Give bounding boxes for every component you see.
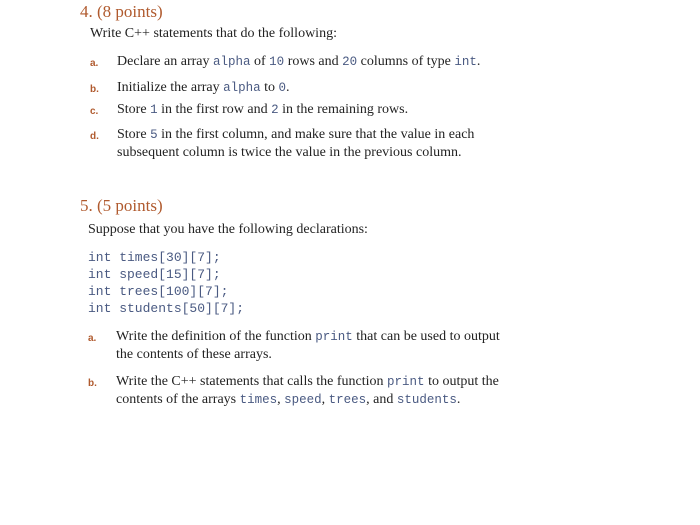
item-marker: b. <box>88 378 97 389</box>
question-4-item-a: Declare an array alpha of 10 rows and 20 columns of type int. <box>117 54 481 69</box>
question-5-intro: Suppose that you have the following declarations: <box>88 222 368 237</box>
question-5-item-b: Write the C++ statements that calls the function print to output the contents of the arrays times, speed, trees, and students. <box>116 374 499 407</box>
item-marker: a. <box>88 333 97 344</box>
question-4-item-c: Store 1 in the first row and 2 in the remaining rows. <box>117 102 409 117</box>
code-declaration: int speed[15][7]; <box>88 267 221 282</box>
code-declaration: int students[50][7]; <box>88 301 245 316</box>
item-marker: b. <box>90 84 99 95</box>
question-5-heading: 5. (5 points) <box>80 196 163 215</box>
item-marker: d. <box>90 131 99 142</box>
question-4-item-b: Initialize the array alpha to 0. <box>117 80 290 95</box>
code-declaration: int times[30][7]; <box>88 250 221 265</box>
question-4-intro: Write C++ statements that do the following: <box>90 26 337 41</box>
question-4-heading: 4. (8 points) <box>80 2 163 21</box>
question-4-item-d: Store 5 in the first column, and make sure that the value in each subsequent column is twice the value in the previous column. <box>117 127 475 160</box>
code-declaration: int trees[100][7]; <box>88 284 229 299</box>
item-marker: c. <box>90 106 99 117</box>
question-5-item-a: Write the definition of the function print that can be used to output the contents of these arrays. <box>116 329 500 362</box>
item-marker: a. <box>90 58 99 69</box>
